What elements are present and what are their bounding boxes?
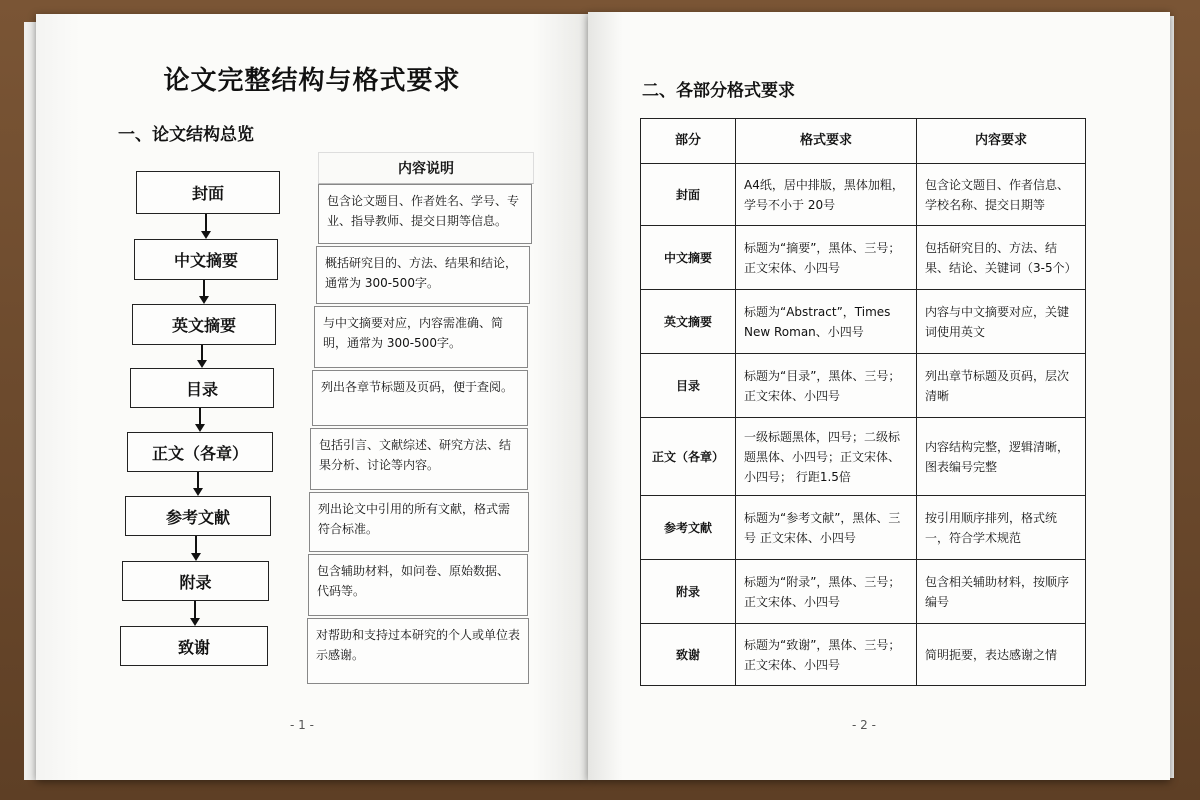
- table-cell-content: 按引用顺序排列，格式统一，符合学术规范: [917, 496, 1086, 560]
- table-cell-content: 内容与中文摘要对应，关键词使用英文: [917, 290, 1086, 354]
- table-cell-format: 一级标题黑体，四号；二级标题黑体、小四号；正文宋体、小四号； 行距1.5倍: [736, 418, 917, 496]
- table-row: [641, 354, 1086, 418]
- flow-arrow: [197, 472, 199, 488]
- description-chinese-abstract: 概括研究目的、方法、结果和结论，通常为 300-500字。: [316, 246, 530, 304]
- flow-arrow-head: [190, 618, 200, 626]
- description-references: 列出论文中引用的所有文献，格式需符合标准。: [309, 492, 529, 552]
- table-cell-content: 内容结构完整，逻辑清晰，图表编号完整: [917, 418, 1086, 496]
- table-cell-part: 正文（各章）: [641, 418, 736, 496]
- flow-arrow: [195, 536, 197, 553]
- table-cell-format: 标题为“参考文献”，黑体、三号 正文宋体、小四号: [736, 496, 917, 560]
- table-cell-content: 包含相关辅助材料，按顺序编号: [917, 560, 1086, 624]
- table-cell-format: 标题为“目录”，黑体、三号；正文宋体、小四号: [736, 354, 917, 418]
- table-cell-part: 附录: [641, 560, 736, 624]
- table-cell-part: 参考文献: [641, 496, 736, 560]
- page-number-right: - 2 -: [852, 718, 876, 732]
- flow-arrow-head: [191, 553, 201, 561]
- description-appendix: 包含辅助材料，如问卷、原始数据、代码等。: [308, 554, 528, 616]
- column-header-format: 格式要求: [736, 119, 917, 164]
- section-heading-format: 二、各部分格式要求: [642, 81, 795, 101]
- table-row: [641, 290, 1086, 354]
- flow-step-chinese-abstract: 中文摘要: [134, 239, 278, 280]
- description-toc: 列出各章节标题及页码，便于查阅。: [312, 370, 528, 426]
- description-acknowledgement: 对帮助和支持过本研究的个人或单位表示感谢。: [307, 618, 529, 684]
- description-main-body: 包括引言、文献综述、研究方法、结果分析、讨论等内容。: [310, 428, 528, 490]
- table-row: [641, 164, 1086, 226]
- table-cell-format: 标题为“附录”，黑体、三号；正文宋体、小四号: [736, 560, 917, 624]
- table-row: [641, 418, 1086, 496]
- table-row: [641, 624, 1086, 686]
- flow-step-main-body: 正文（各章）: [127, 432, 273, 472]
- table-cell-format: 标题为“摘要”，黑体、三号；正文宋体、小四号: [736, 226, 917, 290]
- flow-arrow-head: [195, 424, 205, 432]
- flow-step-appendix: 附录: [122, 561, 269, 601]
- flow-step-cover: 封面: [136, 171, 280, 214]
- table-header-row: [641, 119, 1086, 164]
- page-number-left: - 1 -: [290, 718, 314, 732]
- description-cover: 包含论文题目、作者姓名、学号、专业、指导教师、提交日期等信息。: [318, 184, 532, 244]
- flow-arrow: [199, 408, 201, 424]
- column-header-part: 部分: [641, 119, 736, 164]
- table-cell-part: 致谢: [641, 624, 736, 686]
- table-cell-part: 中文摘要: [641, 226, 736, 290]
- table-cell-content: 简明扼要，表达感谢之情: [917, 624, 1086, 686]
- flow-arrow: [201, 345, 203, 360]
- table-cell-part: 封面: [641, 164, 736, 226]
- flow-arrow: [194, 601, 196, 618]
- document-title: 论文完整结构与格式要求: [163, 66, 461, 96]
- flow-arrow-head: [193, 488, 203, 496]
- flow-arrow: [203, 280, 205, 296]
- flow-step-english-abstract: 英文摘要: [132, 304, 276, 345]
- flow-step-acknowledgement: 致谢: [120, 626, 268, 666]
- table-cell-part: 英文摘要: [641, 290, 736, 354]
- column-header-content: 内容要求: [917, 119, 1086, 164]
- flow-arrow-head: [199, 296, 209, 304]
- description-english-abstract: 与中文摘要对应，内容需准确、简明，通常为 300-500字。: [314, 306, 528, 368]
- flow-arrow-head: [197, 360, 207, 368]
- table-cell-format: A4纸，居中排版，黑体加粗，学号不小于 20号: [736, 164, 917, 226]
- table-cell-content: 包括研究目的、方法、结果、结论、关键词（3-5个）: [917, 226, 1086, 290]
- flow-arrow: [205, 214, 207, 231]
- description-header: 内容说明: [318, 152, 534, 184]
- table-cell-content: 列出章节标题及页码，层次清晰: [917, 354, 1086, 418]
- table-cell-format: 标题为“Abstract”，Times New Roman、小四号: [736, 290, 917, 354]
- table-cell-content: 包含论文题目、作者信息、学校名称、提交日期等: [917, 164, 1086, 226]
- flow-step-toc: 目录: [130, 368, 274, 408]
- flow-step-references: 参考文献: [125, 496, 271, 536]
- format-table: [640, 118, 1086, 686]
- table-cell-format: 标题为“致谢”，黑体、三号；正文宋体、小四号: [736, 624, 917, 686]
- table-row: [641, 226, 1086, 290]
- flow-arrow-head: [201, 231, 211, 239]
- table-cell-part: 目录: [641, 354, 736, 418]
- table-row: [641, 560, 1086, 624]
- table-row: [641, 496, 1086, 560]
- section-heading-structure: 一、论文结构总览: [118, 125, 254, 145]
